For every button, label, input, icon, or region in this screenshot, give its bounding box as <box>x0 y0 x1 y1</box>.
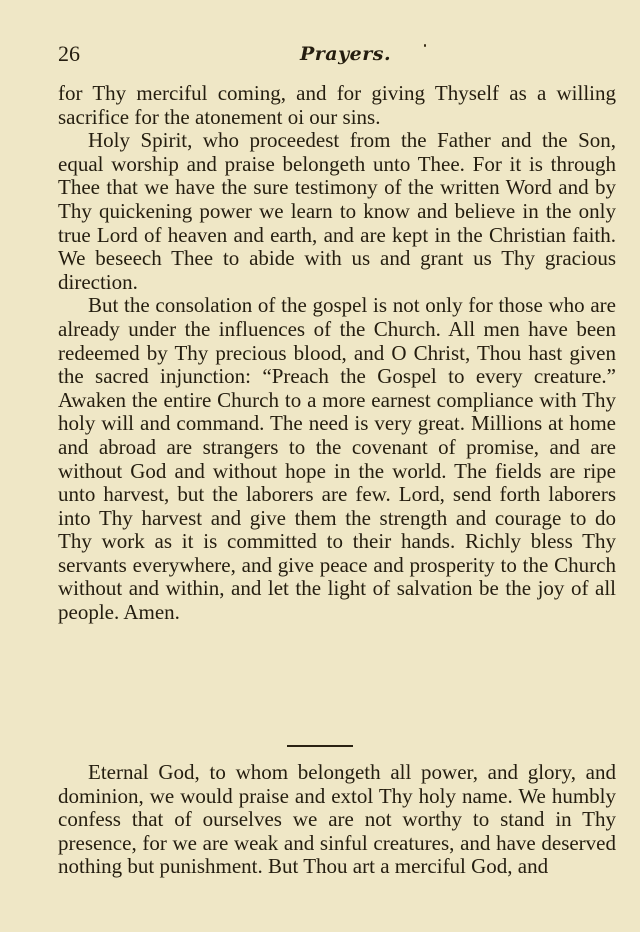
paragraph: Holy Spirit, who proceedest from the Father and the Son, equal worship and praise belongeth unto Thee. For it is through Thee that we have the sure testimony of the written Word and by Thy quickening power we learn to know and believe in the only true Lord of heaven and earth, and are kept in the Christian faith. We beseech Thee to abide with us and grant us Thy gracious direction. <box>58 128 616 294</box>
prayer-continued <box>58 82 616 625</box>
page-number: 26 <box>58 41 80 66</box>
page-header <box>58 40 614 72</box>
paragraph: But the consolation of the gospel is not only for those who are already under the influences of the Church. All men have been redeemed by Thy precious blood, and O Christ, Thou hast given the sacred injunction: “Preach the Gospel to every creature.” Awaken the entire Church to a more earnest compliance with Thy holy will and command. The need is very great. Millions at home and abroad are strangers to the covenant of promise, and are without God and without hope in the world. The fields are ripe unto harvest, but the laborers are few. Lord, send forth laborers into Thy harvest and give them the strength and courage to do Thy work as it is committed to their hands. Richly bless Thy servants everywhere, and give peace and prosperity to the Church without and within, and let the light of salvation be the joy of all people. Amen. <box>58 293 616 625</box>
section-divider <box>287 745 353 747</box>
running-head: Prayers. <box>300 43 392 65</box>
print-speck <box>424 44 426 47</box>
paragraph: for Thy merciful coming, and for giving Thyself as a willing sacrifice for the atonement oi our sins. <box>58 81 616 129</box>
paragraph: Eternal God, to whom belongeth all power, and glory, and dominion, we would praise and extol Thy holy name. We humbly confess that of ourselves we are not worthy to stand in Thy presence, for we are weak and sinful creatures, and have deserved nothing but punishment. But Thou art a merciful God, and <box>58 760 616 879</box>
prayer-new <box>58 761 616 879</box>
